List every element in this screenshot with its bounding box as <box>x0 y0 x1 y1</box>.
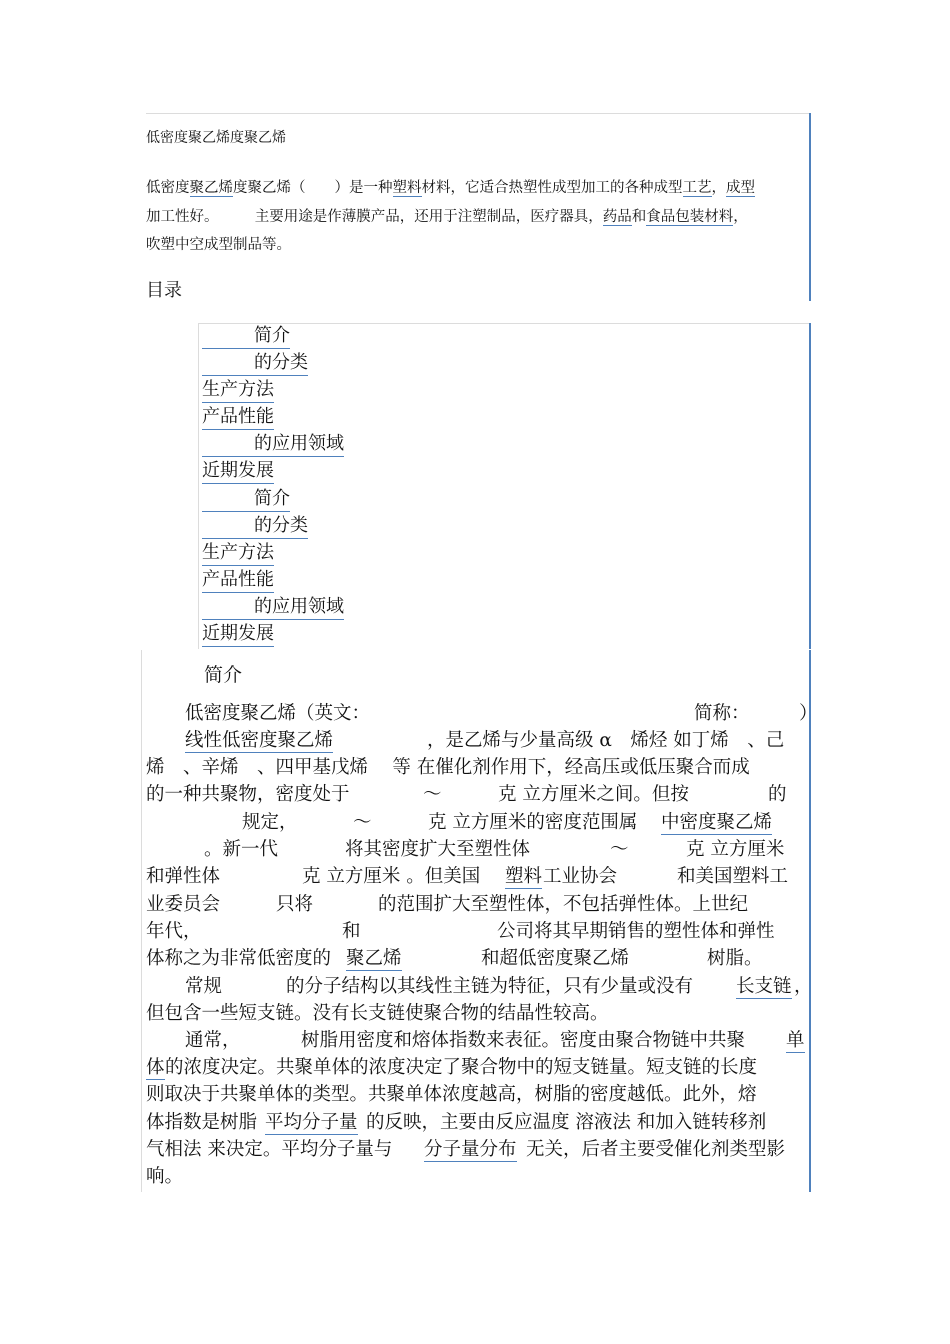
section-heading: 简介 <box>204 664 243 686</box>
toc-box-left-border <box>198 323 199 649</box>
body-text: 的一种共聚物，密度处于 <box>146 784 350 805</box>
toc-item-properties[interactable]: 产品性能 <box>202 408 274 430</box>
body-text: 响。 <box>146 1166 184 1187</box>
body-text: 的浓度决定。共聚单体的浓度决定了聚合物中的短支链量。短支链的长度 <box>165 1057 758 1078</box>
top-box-top-border <box>146 113 810 114</box>
link-medicine[interactable]: 药品 <box>602 209 632 225</box>
body-right-border <box>809 650 811 1192</box>
body-text: 树脂。 <box>707 948 763 969</box>
intro-line-1 <box>146 176 755 197</box>
body-text: 简称： <box>694 703 750 724</box>
toc-label: 的分类 <box>254 515 308 536</box>
link-average-molecular-weight[interactable]: 平均分子量 <box>265 1112 358 1135</box>
body-text: 树脂用密度和熔体指数来表征。密度由聚合物链中共聚 <box>301 1030 746 1051</box>
body-text: 的范围扩大至塑性体，不包括弹性体。上世纪 <box>378 894 749 915</box>
body-text: 和美国塑料工 <box>677 866 789 887</box>
body-text: 克 立方厘米之间。但按 <box>498 784 689 805</box>
body-text: 克 立方厘米 <box>686 839 785 860</box>
intro-text: ， <box>733 209 748 225</box>
toc-item-intro[interactable] <box>202 490 290 512</box>
toc-item-classification[interactable] <box>202 354 308 376</box>
body-text: 克 立方厘米 。但美国 <box>302 866 481 887</box>
body-text: ～ <box>353 812 372 833</box>
body-text: 。新一代 <box>204 839 279 860</box>
body-text: 规定， <box>242 812 298 833</box>
toc-label: 的应用领域 <box>254 433 344 454</box>
link-process[interactable]: 工艺 <box>682 180 712 196</box>
link-monomer-2[interactable]: 体 <box>146 1057 165 1080</box>
body-text: 则取决于共聚单体的类型。共聚单体浓度越高，树脂的密度越低。此外，熔 <box>146 1084 757 1105</box>
body-text: 将其密度扩大至塑性体 <box>345 839 531 860</box>
toc-item-production[interactable]: 生产方法 <box>202 381 274 403</box>
body-text: 无关，后者主要受催化剂类型影 <box>526 1139 786 1160</box>
link-molding[interactable]: 成型 <box>726 180 755 196</box>
body-text: ） <box>799 703 818 724</box>
body-text: 的 <box>768 784 787 805</box>
toc-item-applications[interactable] <box>202 598 344 620</box>
body-text: 低密度聚乙烯（英文： <box>185 703 371 724</box>
link-polyethylene[interactable]: 聚乙烯 <box>189 180 233 196</box>
intro-line-2 <box>146 205 748 226</box>
intro-text: 和 <box>631 209 647 225</box>
body-text: 体称之为非常低密度的 <box>146 948 332 969</box>
body-text: 但包含一些短支链。没有长支链使聚合物的结晶性较高。 <box>146 1003 609 1024</box>
body-text: 和 <box>342 921 361 942</box>
link-plastic-2[interactable]: 塑料 <box>505 866 542 889</box>
page-title: 低密度聚乙烯度聚乙烯 <box>146 130 286 146</box>
intro-text: 低密度 <box>146 180 190 196</box>
body-text: 公司将其早期销售的塑性体和弹性 <box>497 921 775 942</box>
toc-label: 简介 <box>254 325 290 346</box>
body-text: 的反映，主要由反应温度 溶液法 和加入链转移剂 <box>366 1112 767 1133</box>
body-text: 只将 <box>276 894 314 915</box>
intro-text: 度聚乙烯（ ）是一种 <box>233 180 393 196</box>
body-text: 气相法 来决定。平均分子量与 <box>146 1139 393 1160</box>
intro-text: 加工性好。 主要用途是作薄膜产品，还用于注塑制品，医疗器具， <box>146 209 603 225</box>
toc-item-intro[interactable] <box>202 327 290 349</box>
link-monomer[interactable]: 单 <box>786 1030 805 1053</box>
body-text: 的分子结构以其线性主链为特征，只有少量或没有 <box>286 976 694 997</box>
link-molecular-weight-distribution[interactable]: 分子量分布 <box>424 1139 517 1162</box>
top-box-right-border <box>809 113 811 301</box>
toc-heading: 目录 <box>146 280 182 301</box>
intro-text: 材料，它适合热塑性成型加工的各种成型 <box>421 180 683 196</box>
link-food-packaging[interactable]: 食品包装材料 <box>646 209 734 225</box>
toc-item-properties[interactable]: 产品性能 <box>202 571 274 593</box>
toc-item-recent[interactable]: 近期发展 <box>202 625 274 647</box>
body-left-border <box>141 650 142 1192</box>
link-polyethylene-2[interactable]: 聚乙烯 <box>346 948 402 971</box>
link-mdpe[interactable]: 中密度聚乙烯 <box>661 812 772 835</box>
toc-item-applications[interactable] <box>202 435 344 457</box>
body-text: ～ <box>610 839 629 860</box>
body-text: 通常， <box>185 1030 241 1051</box>
body-text: 业委员会 <box>146 894 221 915</box>
link-long-chain-branch[interactable]: 长支链 <box>736 976 792 999</box>
body-text: ～ <box>423 784 442 805</box>
toc-item-recent[interactable]: 近期发展 <box>202 462 274 484</box>
body-text: 和弹性体 <box>146 866 221 887</box>
toc-label: 简介 <box>254 488 290 509</box>
toc-label: 的分类 <box>254 352 308 373</box>
intro-text: ， <box>711 180 726 196</box>
body-text: ，是乙烯与少量高级 α 烯烃 如丁烯 、己 <box>427 730 785 751</box>
toc-label: 的应用领域 <box>254 596 344 617</box>
body-text: 常规 <box>185 976 223 997</box>
link-lldpe[interactable]: 线性低密度聚乙烯 <box>185 730 333 753</box>
toc-item-production[interactable]: 生产方法 <box>202 544 274 566</box>
link-plastic[interactable]: 塑料 <box>392 180 422 196</box>
body-text: 和超低密度聚乙烯 <box>481 948 630 969</box>
toc-box-top-border <box>198 323 810 324</box>
body-text: 年代， <box>146 921 202 942</box>
toc-box-right-border <box>809 323 811 649</box>
body-text: ， <box>794 976 813 997</box>
toc-item-classification[interactable] <box>202 517 308 539</box>
body-text: 体指数是树脂 <box>146 1112 258 1133</box>
body-text: 克 立方厘米的密度范围属 <box>428 812 638 833</box>
body-text: 工业协会 <box>543 866 618 887</box>
intro-line-3: 吹塑中空成型制品等。 <box>146 237 291 253</box>
body-text: 烯 、辛烯 、四甲基戊烯 等 在催化剂作用下，经高压或低压聚合而成 <box>146 757 750 778</box>
